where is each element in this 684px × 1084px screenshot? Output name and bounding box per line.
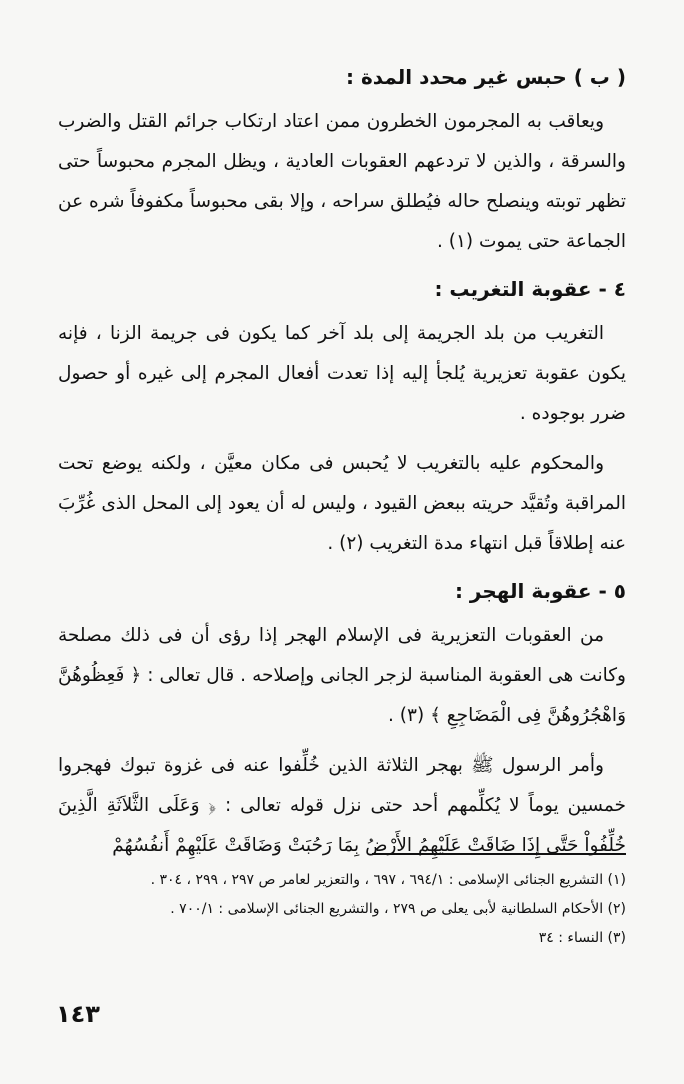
paragraph: التغريب من بلد الجريمة إلى بلد آخر كما يكون فى جريمة الزنا ، فإنه يكون عقوبة تعزيرية يُلجأ إليه إذا تعدت أفعال المجرم إلى غيره أو حصول ضرر بوجوده . xyxy=(58,323,626,424)
footnote-3: (٣) النساء : ٣٤ xyxy=(538,930,626,946)
section-heading: ( ب ) حبس غير محدد المدة : xyxy=(346,65,626,89)
section-abandonment xyxy=(58,574,626,866)
section-banishment xyxy=(58,272,626,564)
footnote-2: (٢) الأحكام السلطانية لأبى يعلى ص ٢٧٩ ، والتشريع الجنائى الإسلامى : ٧٠٠/١ . xyxy=(170,901,626,917)
paragraph: من العقوبات التعزيرية فى الإسلام الهجر إذا رؤى أن فى ذلك مصلحة وكانت هى العقوبة المناسبة لزجر الجانى وإصلاحه . قال تعالى : ﴿ فَعِظُوهُنَّ وَاهْجُرُوهُنَّ فِى الْمَضَاجِعِ ﴾ (٣) . xyxy=(58,625,626,726)
section-indefinite-imprisonment xyxy=(58,60,626,262)
page-body xyxy=(58,60,626,876)
section-heading: ٤ - عقوبة التغريب : xyxy=(434,277,626,301)
paragraph: وأمر الرسول ﷺ بهجر الثلاثة الذين خُلِّفوا عنه فى غزوة تبوك فهجروا خمسين يوماً لا يُكلِّمهم أحد حتى نزل قوله تعالى : ﴿ وَعَلَى الثَّلاَثَةِ الَّذِينَ خُلِّفُواْ حَتَّى إِذَا ضَاقَتْ عَلَيْهِمُ الأَرْضُ بِمَا رَحُبَتْ وَضَاقَتْ عَلَيْهِمْ أَنفُسُهُمْ xyxy=(58,755,626,856)
page-number: ١٤٣ xyxy=(56,1000,100,1028)
paragraph: ويعاقب به المجرمون الخطرون ممن اعتاد ارتكاب جرائم القتل والضرب والسرقة ، والذين لا تردعهم العقوبات العادية ، ويظل المجرم محبوساً حتى تظهر توبته وينصلح حاله فيُطلق سراحه ، وإلا بقى محبوساً مكفوفاً شره عن الجماعة حتى يموت (١) . xyxy=(58,111,626,252)
paragraph: والمحكوم عليه بالتغريب لا يُحبس فى مكان معيَّن ، ولكنه يوضع تحت المراقبة وتُقيَّد حريته ببعض القيود ، وليس له أن يعود إلى المحل الذى غُرِّبَ عنه إطلاقاً قبل انتهاء مدة التغريب (٢) . xyxy=(58,453,626,554)
footnote-1: (١) التشريع الجنائى الإسلامى : ٦٩٤/١ ، ٦٩٧ ، والتعزير لعامر ص ٢٩٧ ، ٢٩٩ ، ٣٠٤ . xyxy=(150,872,626,888)
footnote-divider xyxy=(372,853,626,855)
footnotes xyxy=(58,866,626,953)
section-heading: ٥ - عقوبة الهجر : xyxy=(454,579,626,603)
